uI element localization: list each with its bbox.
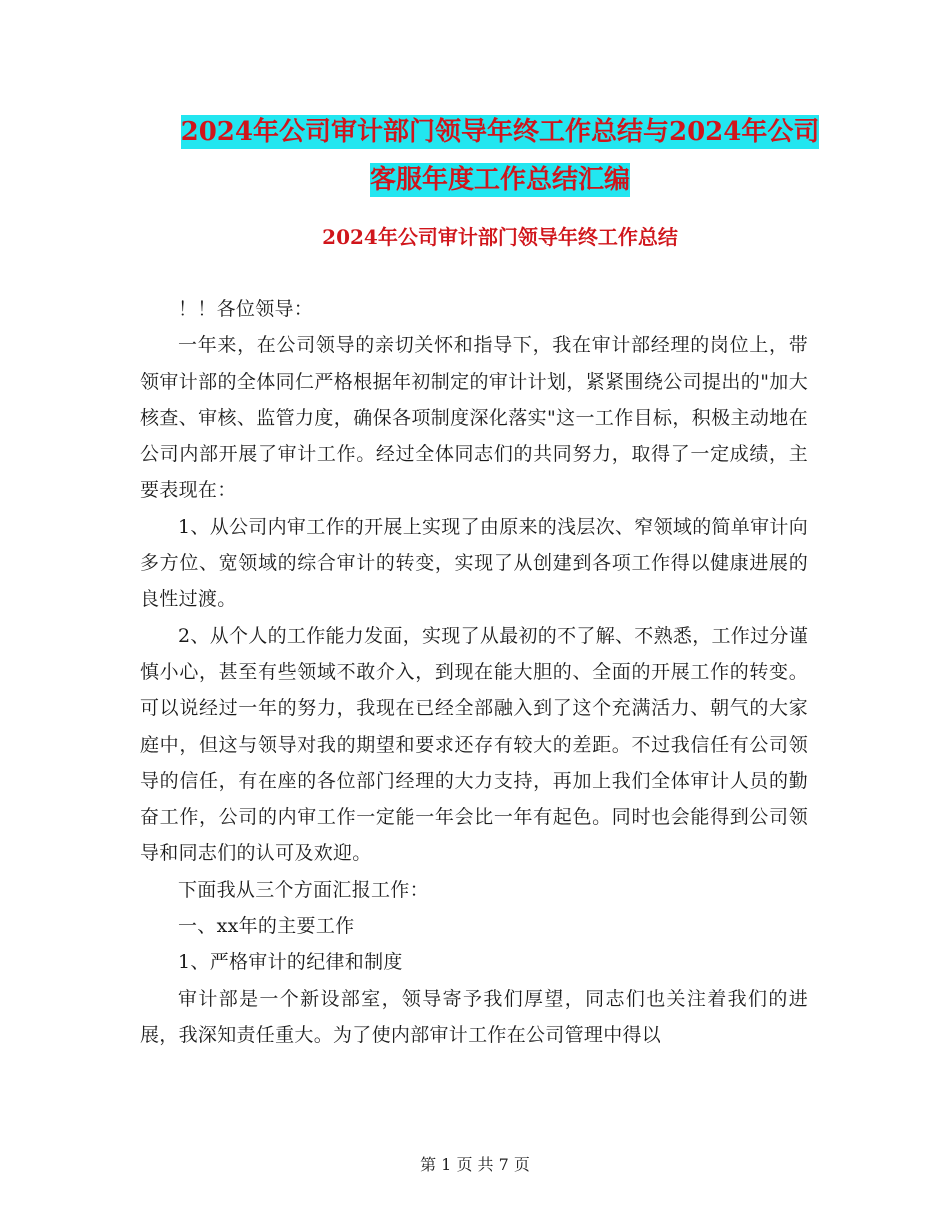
body-paragraph: 1、从公司内审工作的开展上实现了由原来的浅层次、窄领域的简单审计向多方位、宽领域的综合审计的转变，实现了从创建到各项工作得以健康进展的良性过渡。 (140, 515, 808, 611)
page-number-label: 第 1 页 共 7 页 (420, 1155, 530, 1174)
body-paragraph: 下面我从三个方面汇报工作： (178, 878, 429, 901)
document-body (140, 291, 808, 1053)
body-paragraph: 2、从个人的工作能力发面，实现了从最初的不了解、不熟悉，工作过分谨慎小心，甚至有些领域不敢介入，到现在能大胆的、全面的开展工作的转变。可以说经过一年的努力，我现在已经全部融入到了这个充满活力、朝气的大家庭中，但这与领导对我的期望和要求还存有较大的差距。不过我信任有公司领导的信任，有在座的各位部门经理的大力支持，再加上我们全体审计人员的勤奋工作，公司的内审工作一定能一年会比一年有起色。同时也会能得到公司领导和同志们的认可及欢迎。 (140, 624, 808, 865)
body-paragraph: 一年来，在公司领导的亲切关怀和指导下，我在审计部经理的岗位上，带领审计部的全体同仁严格根据年初制定的审计计划，紧紧围绕公司提出的"加大核查、审核、监管力度，确保各项制度深化落实"这一工作目标，积极主动地在公司内部开展了审计工作。经过全体同志们的共同努力，取得了一定成绩，主要表现在： (140, 334, 808, 502)
document-title (140, 108, 860, 204)
body-paragraph: 审计部是一个新设部室，领导寄予我们厚望，同志们也关注着我们的进展，我深知责任重大。为了使内部审计工作在公司管理中得以 (140, 987, 808, 1046)
subheading-paragraph: 1、严格审计的纪律和制度 (178, 951, 403, 974)
subheading-paragraph: 一、xx年的主要工作 (178, 915, 355, 938)
page-footer (0, 1153, 950, 1177)
salutation-paragraph: ！！各位领导： (178, 298, 314, 320)
section-title: 2024年公司审计部门领导年终工作总结 (322, 225, 678, 249)
document-title-line-2: 客服年度工作总结汇编 (369, 165, 630, 195)
document-title-line-1: 2024年公司审计部门领导年终工作总结与2024年公司 (180, 117, 820, 147)
